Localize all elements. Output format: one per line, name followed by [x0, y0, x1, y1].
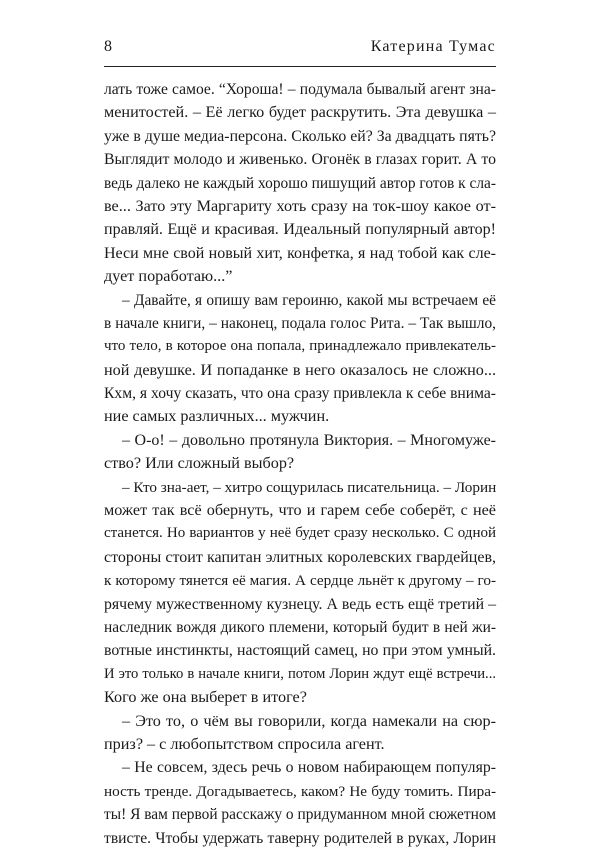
text-line: – Давайте, я опишу вам героиню, какой мы встречаем её [122, 291, 496, 309]
text-line: наследник вождя дикого племени, который будит в ней жи- [104, 618, 496, 636]
text-line: – О-о! – довольно протянула Виктория. – Многомуже- [122, 431, 496, 449]
text-line: уже в душе медиа-персона. Сколько ей? За двадцать пять? [104, 127, 496, 145]
text-line: ной девушке. И попаданке в него оказалось не сложно... [104, 360, 496, 379]
text-line: ты! Я вам первой расскажу о придуманном мной сюжетном [104, 806, 496, 824]
text-line: к которому тянется её магия. А сердце льнёт к другому – го- [104, 572, 496, 590]
text-line: Выглядит молодо и живенько. Огонёк в глазах горит. А то [104, 151, 496, 169]
text-line: Неси мне свой новый хит, конфетка, я над тобой как сле- [104, 244, 496, 262]
body-text [104, 78, 496, 850]
text-line: ность тренде. Догадываетесь, каком? Не буду томить. Пира- [104, 782, 496, 800]
author-name: Катерина Тумас [370, 38, 496, 55]
text-line: приз? – с любопытством спросила агент. [104, 734, 385, 753]
text-line: вотные инстинкты, настоящий самец, но при этом умный. [104, 642, 496, 660]
text-line: твисте. Чтобы удержать таверну родителей в руках, Лорин [104, 829, 496, 847]
text-line: менитостей. – Её легко будет раскрутить. Эта девушка – [104, 103, 496, 122]
text-line: рячему мужественному кузнецу. А ведь есть ещё третий – [104, 595, 496, 613]
text-line: – Кто зна-ает, – хитро сощурилась писательница. – Лорин [122, 478, 497, 496]
text-line: станется. Но вариантов у неё будет сразу несколько. С одной [104, 525, 496, 542]
text-line: что тело, в которое она попала, принадлежало привлекатель- [104, 338, 496, 355]
text-line: ство? Или сложный выбор? [104, 454, 295, 473]
text-line: стороны стоит капитан элитных королевских гвардейцев, [104, 548, 496, 566]
text-line: – Не совсем, здесь речь о новом набирающем популяр- [122, 759, 496, 777]
page-number: 8 [104, 38, 112, 55]
text-line: ние самых различных... мужчин. [104, 407, 330, 426]
text-line: может так всё обернуть, что и гарем себе соберёт, с неё [104, 501, 496, 520]
text-line: И это только в начале книги, потом Лорин ждут ещё встречи... [104, 665, 496, 682]
running-head [104, 38, 496, 62]
text-line: ведь далеко не каждый хорошо пишущий автор готов к сла- [104, 174, 496, 192]
text-line: лать тоже самое. “Хороша! – подумала бывалый агент зна- [104, 81, 496, 98]
text-line: дует поработаю...” [104, 267, 233, 286]
text-line: – Это то, о чём вы говорили, когда намекали на сюр- [122, 711, 496, 730]
text-line: в начале книги, – наконец, подала голос Рита. – Так вышло, [104, 314, 496, 332]
text-line: ве... Зато эту Маргариту хоть сразу на ток-шоу какое от- [104, 196, 496, 215]
header-rule [104, 66, 496, 67]
text-line: Кхм, я хочу сказать, что она сразу привлекла к себе внима- [104, 385, 496, 403]
text-line: правляй. Ещё и красивая. Идеальный популярный автор! [104, 221, 496, 239]
text-line: Кого же она выберет в итоге? [104, 688, 307, 707]
